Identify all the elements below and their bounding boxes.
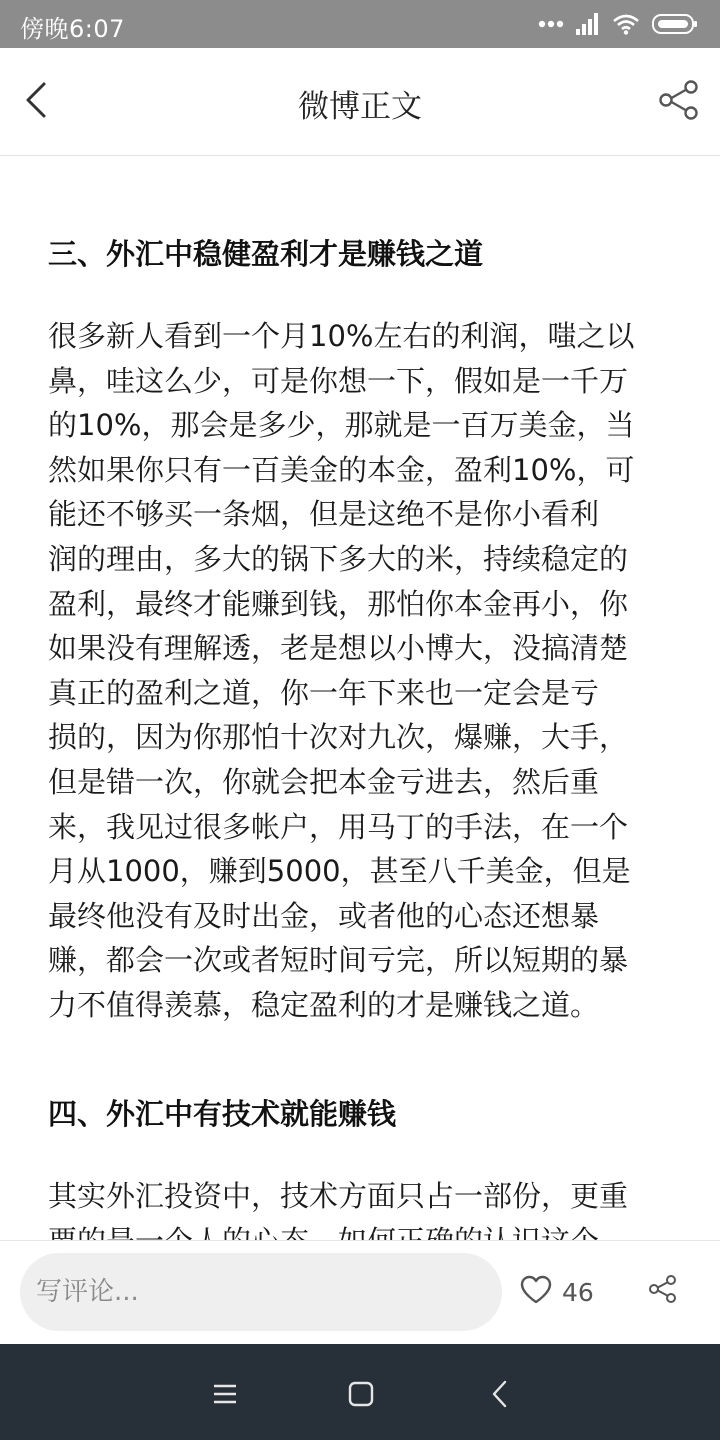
home-icon[interactable] [341,1374,381,1414]
back-button[interactable] [6,72,66,132]
share-icon [656,78,700,126]
bottom-share-button[interactable] [644,1271,680,1311]
heart-icon [520,1275,552,1309]
text-line: 盈利，最终才能赚到钱，那怕你本金再小，你 [48,586,629,621]
section-heading: 四、外汇中有技术就能赚钱 [48,1097,397,1131]
signal-icon [576,13,600,35]
status-bar [0,0,720,48]
text-line: 损的，因为你那怕十次对九次，爆赚，大手， [48,720,629,755]
back-icon[interactable] [480,1374,520,1414]
text-line: 很多新人看到一个月10%左右的利润，嗤之以 [48,319,635,353]
text-line: 然如果你只有一百美金的本金，盈利10%，可 [48,452,635,487]
article-content [48,156,680,1240]
comment-input[interactable] [20,1253,502,1331]
text-line: 但是错一次，你就会把本金亏进去，然后重 [48,764,600,799]
text-line: 其实外汇投资中，技术方面只占一部份，更重 [48,1179,629,1213]
status-icons [526,10,698,38]
more-dots-icon [538,20,564,28]
text-line: 润的理由，多大的锅下多大的米，持续稳定的 [48,541,629,576]
text-line: 鼻，哇这么少，可是你想一下，假如是一千万 [48,363,629,398]
text-line: 月从1000，赚到5000，甚至八千美金，但是 [48,854,631,889]
like-count: 46 [562,1277,594,1307]
section-heading: 三、外汇中稳健盈利才是赚钱之道 [48,237,484,271]
text-line: 能还不够买一条烟，但是这绝不是你小看利 [48,497,600,532]
article-paragraph [48,314,680,1028]
wifi-icon [612,13,640,35]
bottom-action-bar [0,1240,720,1344]
status-time: 傍晚6:07 [20,15,125,43]
battery-icon [652,13,698,35]
text-line: 来，我见过很多帐户，用马丁的手法，在一个 [48,809,629,844]
menu-icon[interactable] [205,1374,245,1414]
text-line: 的10%，那会是多少，那就是一百万美金，当 [48,408,635,443]
page-title: 微博正文 [298,89,422,125]
text-line: 力不值得羡慕，稳定盈利的才是赚钱之道。 [48,987,600,1022]
text-line: 真正的盈利之道，你一年下来也一定会是亏 [48,675,600,710]
text-line: 赚，都会一次或者短时间亏完，所以短期的暴 [48,943,629,978]
chevron-left-icon [24,81,48,123]
like-button[interactable] [520,1269,594,1315]
share-button[interactable] [648,72,708,132]
text-line: 如果没有理解透，老是想以小博大，没搞清楚 [48,631,629,666]
system-navigation-bar [0,1344,720,1440]
nav-bar [0,48,720,156]
text-line: 最终他没有及时出金，或者他的心态还想暴 [48,898,600,933]
share-icon [647,1274,677,1308]
